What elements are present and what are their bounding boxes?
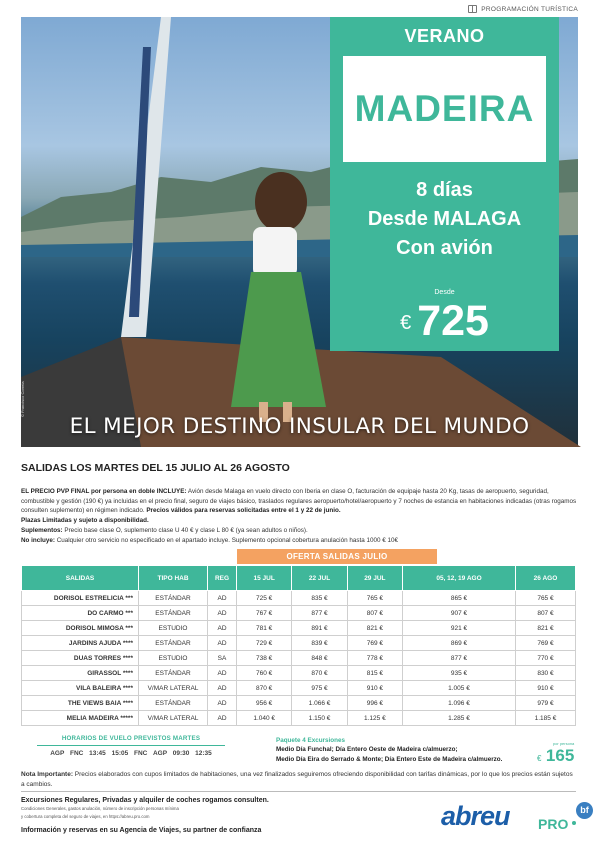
hotel-name: MELIA MADEIRA ***** bbox=[22, 711, 139, 726]
price-ago: 1.005 € bbox=[403, 681, 516, 696]
footer-small-2: y cobertura completa del seguro de viajes, en https://abreu.pro.com bbox=[21, 814, 150, 819]
price-ago: 1.096 € bbox=[403, 696, 516, 711]
col-header: 29 JUL bbox=[347, 566, 402, 591]
price-15-jul: 870 € bbox=[237, 681, 292, 696]
table-row bbox=[22, 711, 576, 726]
price-29-jul: 996 € bbox=[347, 696, 402, 711]
price-ago: 877 € bbox=[403, 651, 516, 666]
divider bbox=[21, 791, 576, 792]
price-26-ago: 807 € bbox=[515, 606, 575, 621]
col-header: 15 JUL bbox=[237, 566, 292, 591]
destination-title: MADEIRA bbox=[354, 88, 535, 129]
price-29-jul: 807 € bbox=[347, 606, 402, 621]
hotel-name: DUAS TORRES **** bbox=[22, 651, 139, 666]
room-type: ESTÁNDAR bbox=[139, 666, 208, 681]
hero-slogan: EL MEJOR DESTINO INSULAR DEL MUNDO bbox=[69, 414, 530, 439]
important-note bbox=[21, 770, 576, 789]
price-currency: € bbox=[400, 312, 412, 334]
bf-badge: bf bbox=[576, 802, 593, 819]
price-ago: 865 € bbox=[403, 591, 516, 606]
price-26-ago: 979 € bbox=[515, 696, 575, 711]
pvp-text: Avión desde Malaga en vuelo directo con Iberia en clase O, facturación de equipaje hasta 20 Kg, tasas de aeropuerto, seguridad, combustible y gestión (190 €) ya incluidas en el precio final, seguro de viajes básico, traslados regulares aeropuerto/hotel/aeropuerto y 7 noches de estancia en habitaciones indicadas (otras rogamos consulten suplemento) en régimen indicado. bbox=[21, 488, 577, 515]
excursion-line-1: Medio Día Funchal; Día Entero Oeste de Madeira c/almuerzo; bbox=[276, 746, 458, 754]
price-26-ago: 770 € bbox=[515, 651, 575, 666]
origin-text: Desde MALAGA bbox=[367, 208, 522, 230]
flight-schedule-title: HORARIOS DE VUELO PREVISTOS MARTES bbox=[61, 735, 201, 742]
price-29-jul: 815 € bbox=[347, 666, 402, 681]
price-22-jul: 877 € bbox=[292, 606, 347, 621]
excursion-title: Paquete 4 Excursiones bbox=[276, 737, 345, 744]
board-type: AD bbox=[208, 696, 237, 711]
hotel-name: DO CARMO *** bbox=[22, 606, 139, 621]
price-26-ago: 769 € bbox=[515, 636, 575, 651]
excursion-line-2: Medio Día Eira do Serrado & Monte; Día Entero Este de Madeira c/almuerzo. bbox=[276, 755, 503, 763]
price-ago: 935 € bbox=[403, 666, 516, 681]
footer-excursions-line: Excursiones Regulares, Privadas y alquiler de coches rogamos consulten. bbox=[21, 797, 269, 804]
price-29-jul: 1.125 € bbox=[347, 711, 402, 726]
validity-text: Precios válidos para reservas solicitadas entre el 1 y 22 de junio. bbox=[146, 507, 341, 515]
pro-logo: PRO bbox=[538, 816, 569, 832]
price-26-ago: 1.185 € bbox=[515, 711, 575, 726]
table-row bbox=[22, 666, 576, 681]
price-29-jul: 769 € bbox=[347, 636, 402, 651]
table-row bbox=[22, 591, 576, 606]
room-type: ESTÁNDAR bbox=[139, 606, 208, 621]
excursion-currency: € bbox=[537, 754, 542, 763]
offer-panel bbox=[330, 17, 559, 351]
brochure-icon bbox=[468, 5, 477, 13]
price-15-jul: 725 € bbox=[237, 591, 292, 606]
price-22-jul: 891 € bbox=[292, 621, 347, 636]
price-22-jul: 848 € bbox=[292, 651, 347, 666]
suplementos-label: Suplementos: bbox=[21, 526, 63, 534]
price-22-jul: 975 € bbox=[292, 681, 347, 696]
excursion-price-label: por persona bbox=[552, 741, 575, 746]
board-type: AD bbox=[208, 666, 237, 681]
price-15-jul: 767 € bbox=[237, 606, 292, 621]
price-from-label: Desde bbox=[434, 289, 455, 296]
abreu-logo: abreu bbox=[441, 801, 510, 831]
photo-credit: © Francisco Correia bbox=[20, 381, 25, 417]
price-22-jul: 1.066 € bbox=[292, 696, 347, 711]
transport-text: Con avión bbox=[396, 237, 493, 259]
table-header-row bbox=[22, 566, 576, 591]
flight-times: AGP FNC 13:45 15:05 FNC AGP 09:30 12:35 bbox=[50, 750, 212, 757]
room-type: ESTUDIO bbox=[139, 621, 208, 636]
board-type: AD bbox=[208, 711, 237, 726]
suplementos-text: Precio base clase O, suplemento clase U 40 € y clase L 80 € (ya sean adultos o niños). bbox=[62, 526, 308, 534]
duration-text: 8 días bbox=[416, 179, 473, 201]
no-incluye-text: Cualquier otro servicio no especificado en el apartado incluye. Suplemento opcional cobertura anulación hasta 1000 € 10€ bbox=[54, 536, 399, 544]
table-row bbox=[22, 696, 576, 711]
room-type: V/MAR LATERAL bbox=[139, 681, 208, 696]
col-header: 26 AGO bbox=[515, 566, 575, 591]
price-26-ago: 821 € bbox=[515, 621, 575, 636]
divider bbox=[37, 745, 225, 746]
price-ago: 1.285 € bbox=[403, 711, 516, 726]
conditions-text bbox=[21, 487, 581, 545]
board-type: AD bbox=[208, 606, 237, 621]
footer-info bbox=[21, 797, 341, 834]
hotel-name: VILA BALEIRA **** bbox=[22, 681, 139, 696]
price-15-jul: 738 € bbox=[237, 651, 292, 666]
price-value: 725 bbox=[417, 297, 489, 345]
room-type: ESTÁNDAR bbox=[139, 591, 208, 606]
excursion-package bbox=[276, 736, 502, 764]
price-22-jul: 835 € bbox=[292, 591, 347, 606]
price-29-jul: 910 € bbox=[347, 681, 402, 696]
season-label: VERANO bbox=[404, 26, 485, 46]
price-26-ago: 830 € bbox=[515, 666, 575, 681]
no-incluye-label: No incluye: bbox=[21, 536, 55, 544]
board-type: AD bbox=[208, 621, 237, 636]
pro-dot-icon bbox=[572, 821, 576, 825]
price-26-ago: 765 € bbox=[515, 591, 575, 606]
price-15-jul: 729 € bbox=[237, 636, 292, 651]
excursion-price-value: 165 bbox=[545, 746, 575, 765]
table-row bbox=[22, 636, 576, 651]
price-29-jul: 765 € bbox=[347, 591, 402, 606]
board-type: AD bbox=[208, 636, 237, 651]
room-type: V/MAR LATERAL bbox=[139, 711, 208, 726]
footer-contact: Información y reservas en su Agencia de Viajes, su partner de confianza bbox=[21, 827, 262, 834]
hotel-name: JARDINS AJUDA **** bbox=[22, 636, 139, 651]
table-row bbox=[22, 651, 576, 666]
price-29-jul: 778 € bbox=[347, 651, 402, 666]
price-15-jul: 956 € bbox=[237, 696, 292, 711]
price-15-jul: 760 € bbox=[237, 666, 292, 681]
table-row bbox=[22, 681, 576, 696]
note-text: Precios elaborados con cupos limitados de habitaciones, una vez finalizados seguiremos ofreciendo disponibilidad con tarifas dinámicas, por lo que los precios están sujetos a cambios. bbox=[21, 771, 573, 788]
col-header: 22 JUL bbox=[292, 566, 347, 591]
table-row bbox=[22, 621, 576, 636]
trip-info bbox=[330, 176, 559, 263]
col-header: REG bbox=[208, 566, 237, 591]
note-label: Nota Importante: bbox=[21, 771, 73, 778]
price-29-jul: 821 € bbox=[347, 621, 402, 636]
hotel-name: GIRASSOL **** bbox=[22, 666, 139, 681]
category-text: PROGRAMACIÓN TURÍSTICA bbox=[481, 5, 578, 13]
footer-small-1: Condiciones Generales, gastos anulación, número de inscripción personas mínima bbox=[21, 806, 179, 811]
plazas-text: Plazas Limitadas y sujeto a disponibilidad. bbox=[21, 517, 149, 525]
flight-schedule bbox=[21, 735, 241, 757]
board-type: SA bbox=[208, 651, 237, 666]
col-header: 05, 12, 19 AGO bbox=[403, 566, 516, 591]
col-header: TIPO HAB bbox=[139, 566, 208, 591]
hero-price bbox=[330, 297, 559, 346]
price-15-jul: 1.040 € bbox=[237, 711, 292, 726]
price-table bbox=[21, 565, 576, 726]
hotel-name: DORISOL ESTRELICIA *** bbox=[22, 591, 139, 606]
col-header: SALIDAS bbox=[22, 566, 139, 591]
room-type: ESTUDIO bbox=[139, 651, 208, 666]
excursion-price bbox=[537, 741, 574, 766]
pvp-label: EL PRECIO PVP FINAL por persona en doble INCLUYE: bbox=[21, 488, 187, 495]
room-type: ESTÁNDAR bbox=[139, 696, 208, 711]
price-26-ago: 910 € bbox=[515, 681, 575, 696]
board-type: AD bbox=[208, 591, 237, 606]
price-ago: 907 € bbox=[403, 606, 516, 621]
offer-banner: OFERTA SALIDAS JULIO bbox=[237, 549, 437, 564]
room-type: ESTÁNDAR bbox=[139, 636, 208, 651]
price-22-jul: 839 € bbox=[292, 636, 347, 651]
hotel-name: DORISOL MIMOSA *** bbox=[22, 621, 139, 636]
category-label bbox=[468, 5, 578, 13]
table-row bbox=[22, 606, 576, 621]
board-type: AD bbox=[208, 681, 237, 696]
price-22-jul: 1.150 € bbox=[292, 711, 347, 726]
hotel-name: THE VIEWS BAIA **** bbox=[22, 696, 139, 711]
price-ago: 869 € bbox=[403, 636, 516, 651]
price-22-jul: 870 € bbox=[292, 666, 347, 681]
price-ago: 921 € bbox=[403, 621, 516, 636]
price-15-jul: 781 € bbox=[237, 621, 292, 636]
destination-box bbox=[343, 56, 546, 162]
departures-title: SALIDAS LOS MARTES DEL 15 JULIO AL 26 AGOSTO bbox=[21, 462, 290, 474]
